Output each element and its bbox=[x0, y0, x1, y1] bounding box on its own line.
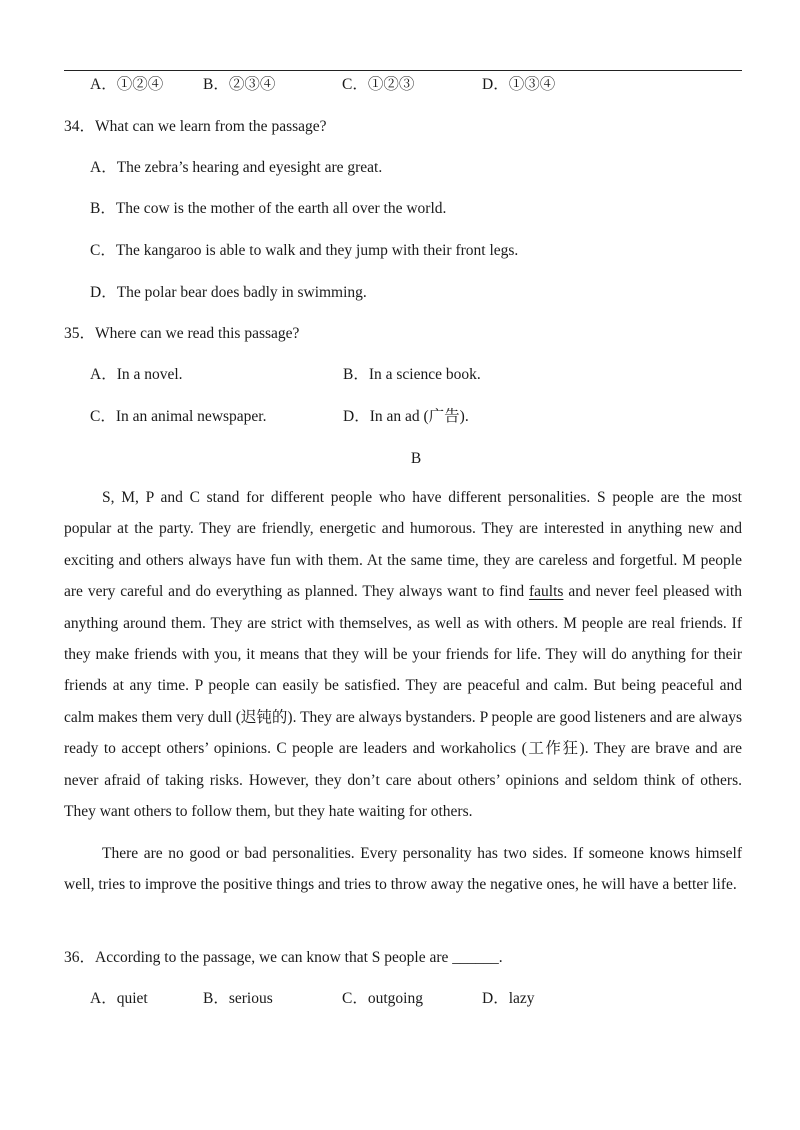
q36-stem: 36．According to the passage, we can know that S people are ______. bbox=[64, 949, 503, 966]
q35-option-c: C．In an animal newspaper. bbox=[90, 408, 267, 425]
q36-option-b: B．serious bbox=[203, 990, 273, 1007]
passage-p1-part2: and never feel pleased with anything around them. They are strict with themselves, as well as with others. M people are real friends. If they make friends with you, it means that they will be your friends for life. They will do anything for their friends at any time. P people can easily be satisfied. They are peaceful and calm. But being peaceful and calm makes them very dull (迟钝的). They are always bystanders. P people are good listeners and are always ready to accept others’ opinions. C people are leaders and workaholics (工作狂). They are brave and are never afraid of taking risks. However, they don’t care about others’ opinions and seldom think of others. They want others to follow them, but they hate waiting for others. bbox=[64, 583, 742, 821]
q35-option-b: B．In a science book. bbox=[343, 366, 481, 383]
header-rule bbox=[64, 70, 742, 71]
q33-option-d: D．①③④ bbox=[482, 76, 556, 93]
passage-paragraph-1 bbox=[64, 482, 742, 827]
q34-option-c: C．The kangaroo is able to walk and they jump with their front legs. bbox=[90, 242, 519, 259]
q34-stem: 34．What can we learn from the passage? bbox=[64, 118, 327, 135]
q36-option-a: A．quiet bbox=[90, 990, 148, 1007]
q35-option-a: A．In a novel. bbox=[90, 366, 183, 383]
q35-option-d: D．In an ad (广告). bbox=[343, 408, 469, 425]
q33-option-a: A．①②④ bbox=[90, 76, 164, 93]
passage-p1-part1: S, M, P and C stand for different people who have different personalities. S people are the most popular at the party. They are friendly, energetic and humorous. They are interested in anything new and exciting and others always have fun with them. At the same time, they are careless and forgetful. M people are very careful and do everything as planned. They always want to find bbox=[64, 489, 742, 601]
passage-paragraph-2: There are no good or bad personalities. Every personality has two sides. If someone knows himself well, tries to improve the positive things and tries to throw away the negative ones, he will have a better life. bbox=[64, 845, 742, 894]
q34-option-b: B．The cow is the mother of the earth all over the world. bbox=[90, 200, 447, 217]
q36-option-d: D．lazy bbox=[482, 990, 535, 1007]
q34-option-d: D．The polar bear does badly in swimming. bbox=[90, 284, 367, 301]
section-label: B bbox=[410, 450, 422, 467]
q35-stem: 35．Where can we read this passage? bbox=[64, 325, 300, 342]
q36-option-c: C．outgoing bbox=[342, 990, 423, 1007]
q33-option-c: C．①②③ bbox=[342, 76, 415, 93]
q34-option-a: A．The zebra’s hearing and eyesight are great. bbox=[90, 159, 383, 176]
q33-option-b: B．②③④ bbox=[203, 76, 276, 93]
passage-underlined-word: faults bbox=[528, 583, 564, 601]
